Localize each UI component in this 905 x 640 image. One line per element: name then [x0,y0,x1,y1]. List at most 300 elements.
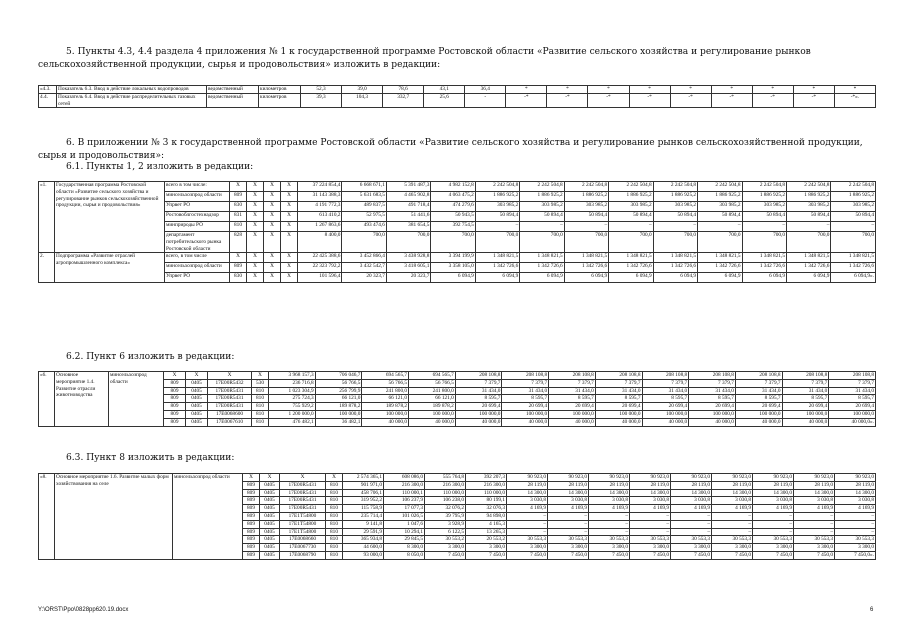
value-cell: 20 699,4 [642,403,689,411]
table-row [39,182,876,192]
code-cell: 810 [326,489,343,497]
table-row [39,474,876,482]
value-cell: 8 400,0 [298,232,342,253]
value-cell: 476 482,1 [269,418,316,426]
value-cell: 8 595,7 [829,395,876,403]
value-cell: 90 923,0 [794,474,835,482]
value-cell: – [475,222,519,232]
code-cell: 0405 [260,528,280,536]
code-cell: 810 [326,481,343,489]
value-cell: 6 094,9 [653,273,697,283]
code-cell: 0405 [186,403,208,411]
value-cell: 31 434,0 [782,387,829,395]
value-cell: 31 434,0 [502,387,549,395]
value-cell: 8 595,7 [689,395,736,403]
table-row [39,202,876,212]
value-cell: – [786,222,830,232]
value-cell: 40 000,0 [735,418,782,426]
value-cell: 40 000,0 [409,418,456,426]
code-cell: 0405 [186,395,208,403]
value-cell: 20 699,4 [782,403,829,411]
value-cell: 40 000,0 [455,418,502,426]
value-cell: 66 121,0 [409,395,456,403]
value-cell: 104,3 [342,93,383,108]
value-cell: 3 300,0 [794,544,835,552]
code-cell: 17Е1Т54800 [280,512,326,520]
value-cell: 3 432 542,7 [342,263,386,273]
value-cell: 100 000,0 [362,410,409,418]
value-cell: 100 000,0 [829,410,876,418]
value-cell: 1 342 726,6 [653,263,697,273]
value-cell: 2 242 504,8 [698,182,742,192]
value-cell: – [589,528,630,536]
value-cell: – [630,512,671,520]
value-cell: 14 300,0 [835,489,876,497]
value-cell: 9 141,8 [343,520,384,528]
value-cell: – [698,222,742,232]
value-cell: 1 342 726,6 [786,263,830,273]
value-cell: 94 898,0 [466,512,507,520]
value-cell: 208 108,8 [735,372,782,380]
value-cell: 80 199,1 [466,497,507,505]
code-cell: 830 [230,273,247,283]
value-cell: 30 553,3 [794,536,835,544]
value-cell: 4 982 152,8 [431,182,475,192]
value-cell: 1 886 925,2 [609,192,653,202]
value-cell: 1 886 925,2 [742,192,786,202]
value-cell: 90 923,0 [507,474,548,482]
code-cell: 810 [252,410,269,418]
value-cell: -* [793,93,834,108]
value-cell: * [506,86,547,94]
value-cell: 3 300,0 [835,544,876,552]
value-cell: 3 030,8 [548,497,589,505]
value-cell: 208 108,8 [782,372,829,380]
value-cell: 56 766,5 [362,379,409,387]
value-cell: * [834,86,875,94]
value-cell: 3 300,0 [548,544,589,552]
value-cell: 20 699,4 [829,403,876,411]
value-cell: 4 169,9 [548,505,589,513]
code-cell: X [281,222,298,232]
value-cell: - [465,93,506,108]
value-cell: 6 094,9 [431,273,475,283]
value-cell: 303 985,2 [475,202,519,212]
row-number: 4.4. [39,93,57,108]
value-cell: – [548,520,589,528]
value-cell: 6 094,9 [742,273,786,283]
code-cell: 828 [230,232,247,253]
value-cell: * [670,86,711,94]
table-row [39,253,876,263]
value-cell: 30 553,3 [671,536,712,544]
row-number: «1. [39,182,55,253]
code-cell: 17Е0068660 [280,536,326,544]
value-cell: 4 169,9 [835,505,876,513]
code-cell: 0405 [260,520,280,528]
value-cell: 1 886 925,2 [564,192,608,202]
executor-cell: всего, в том числе [165,253,230,263]
value-cell: 14 300,0 [671,489,712,497]
executor-cell: Упрвет РО [165,273,230,283]
value-cell: 100 000,0 [735,410,782,418]
value-cell: 1 267 863,6 [298,222,342,232]
code-cell: 0405 [260,512,280,520]
value-cell: 1 348 821,5 [475,253,519,263]
value-cell: 1 886 925,2 [475,192,519,202]
value-cell: 40 000,0 [595,418,642,426]
table-row [39,222,876,232]
code-cell: 810 [252,395,269,403]
value-cell: – [630,520,671,528]
value-cell: 4 169,9 [589,505,630,513]
measure-name: Основное мероприятие 1.6. Развитие малых форм хозяйствования на селе [55,474,173,560]
value-cell: 1 348 821,5 [520,253,564,263]
value-cell: 6 094,9». [831,273,876,283]
value-cell: 303 985,2 [520,202,564,212]
value-cell: 303 985,2 [742,202,786,212]
code-cell: 830 [230,202,247,212]
executor-cell: Упрвет РО [165,202,230,212]
value-cell: 28 119,0 [671,481,712,489]
code-cell: X [264,182,281,192]
value-cell: 7 450,0 [671,551,712,559]
executor-cell: минсельхозпрод области [165,263,230,273]
value-cell: 14 300,0 [753,489,794,497]
value-cell: 100 000,0 [409,410,456,418]
value-cell: 14 300,0 [507,489,548,497]
value-cell: 37 224 854,4 [298,182,342,192]
value-cell: 458 706,1 [343,489,384,497]
value-cell: 30 553,3 [712,536,753,544]
value-cell: 6 094,9 [698,273,742,283]
value-cell: 7 379,7 [595,379,642,387]
code-cell: 17Е00R5431 [280,481,326,489]
value-cell: -* [670,93,711,108]
value-cell: 8 595,7 [455,395,502,403]
code-cell: X [247,212,264,222]
value-cell: 6 668 671,1 [342,182,386,192]
value-cell: 90 923,0 [589,474,630,482]
value-cell: 4 165,3 [466,520,507,528]
value-cell: 106 237,9 [384,497,425,505]
value-cell: 39 795,9 [425,512,466,520]
executor-cell: всего в том числе: [165,182,230,192]
value-cell: 381 654,5 [386,222,430,232]
value-cell: – [794,520,835,528]
table-row [39,192,876,202]
code-cell: 809 [243,551,260,559]
value-cell: 110 000,0 [425,489,466,497]
value-cell: 100 000,0 [315,410,362,418]
value-cell: 3 300,0 [466,544,507,552]
table-row [39,232,876,253]
value-cell: 29 591,9 [343,528,384,536]
code-cell: X [247,182,264,192]
value-cell: 2 242 504,8 [564,182,608,192]
code-cell: 530 [252,379,269,387]
value-cell: 3 030,8 [671,497,712,505]
value-cell: 303 985,2 [653,202,697,212]
value-cell: 7 450,0 [794,551,835,559]
code-cell: 0405 [260,481,280,489]
value-cell: -* [752,93,793,108]
value-cell: – [835,528,876,536]
value-cell: 208 108,8 [642,372,689,380]
value-cell: 3 030,8 [712,497,753,505]
value-cell: 7 450,0 [712,551,753,559]
code-cell: X [281,232,298,253]
paragraph-5: 5. Пункты 4.3, 4.4 раздела 4 приложения № 1 к государственной программе Ростовской области «Развитие сельского хозяйства и регулирование рынков сельскохозяйственной продукции, сырья и продовольствия» изложить в редакции: [38,47,811,70]
code-cell: 810 [326,512,343,520]
value-cell: 100 000,0 [502,410,549,418]
code-cell: X [326,474,343,482]
value-cell: 31 434,0 [689,387,736,395]
executor-cell: департамент потребительского рынка Ростовской области [165,232,230,253]
footer-page-number: 6 [870,607,874,613]
value-cell: 14 300,0 [630,489,671,497]
value-cell: 7 379,7 [549,379,596,387]
value-cell: 2 242 504,8 [653,182,697,192]
value-cell: 189 878,2 [409,403,456,411]
table-row [39,263,876,273]
value-cell: 106 238,0 [425,497,466,505]
value-cell: 700,0 [742,232,786,253]
value-cell: 489 837,5 [342,202,386,212]
value-cell: – [753,512,794,520]
value-cell: 1 047,6 [384,520,425,528]
value-cell: 3 300,0 [589,544,630,552]
value-cell: 8 595,7 [595,395,642,403]
value-cell: 52 975,5 [342,212,386,222]
code-cell: 17Е00R5431 [280,505,326,513]
code-cell: X [264,192,281,202]
subheading-6-3: 6.3. Пункт 8 изложить в редакции: [66,453,235,463]
value-cell: 40 000,0 [362,418,409,426]
value-cell: 4 169,9 [753,505,794,513]
value-cell: 31 434,0 [455,387,502,395]
code-cell: 809 [164,379,186,387]
value-cell: – [671,512,712,520]
code-cell: 17Е00R5431 [208,387,252,395]
value-cell: 1 342 726,6 [475,263,519,273]
value-cell: 39,3 [301,93,342,108]
table-row [39,372,876,380]
value-cell: – [835,512,876,520]
value-cell: 30 553,2 [425,536,466,544]
value-cell: 7 379,7 [689,379,736,387]
value-cell: 6 094,9 [520,273,564,283]
value-cell: 1 342 726,6 [564,263,608,273]
value-cell: 56 766,5 [409,379,456,387]
code-cell: X [260,474,280,482]
value-cell: 52,3 [301,86,342,94]
value-cell: * [711,86,752,94]
value-cell: 7 450,0 [425,551,466,559]
code-cell: 809 [164,387,186,395]
value-cell: 303 985,2 [564,202,608,212]
table-row [39,418,876,426]
value-cell: 241 800,0 [362,387,409,395]
value-cell: – [712,512,753,520]
value-cell: 303 985,2 [698,202,742,212]
value-cell: 56 766,5 [315,379,362,387]
code-cell: 809 [164,410,186,418]
code-cell: 809 [230,192,247,202]
code-cell: X [230,182,247,192]
code-cell: 17Е00R5431 [280,489,326,497]
value-cell: 29 845,5 [384,536,425,544]
code-cell: X [243,474,260,482]
code-cell: 810 [252,418,269,426]
value-cell: 3 438 928,8 [386,253,430,263]
row-number: «8. [39,474,55,560]
value-cell: -* [506,93,547,108]
value-cell: 3 030,8 [507,497,548,505]
value-cell: 20 699,4 [595,403,642,411]
value-cell: 3 300,0 [630,544,671,552]
value-cell: 90 923,0 [753,474,794,482]
value-cell: 31 434,0 [549,387,596,395]
value-cell: 8 595,7 [642,395,689,403]
value-cell: 694 565,7 [362,372,409,380]
value-cell: 7 379,7 [642,379,689,387]
table-row [39,379,876,387]
code-cell: 17Е00R5431 [208,403,252,411]
code-cell: 810 [326,497,343,505]
code-cell: 0405 [260,505,280,513]
value-cell: 28 119,0 [712,481,753,489]
value-cell: -* [588,93,629,108]
value-cell: 7 379,7 [502,379,549,387]
executor-cell: Ростовоблгостехнадзор [165,212,230,222]
value-cell: 1 342 726,6 [742,263,786,273]
program-name: Подпрограмма «Развитие отраслей агропромышленного комплекса» [55,253,165,283]
value-cell: 7 450,0 [507,551,548,559]
value-cell: 25,6 [424,93,465,108]
value-cell: 7 379,7 [829,379,876,387]
value-cell: 3 394 199,9 [431,253,475,263]
value-cell: * [629,86,670,94]
value-cell: 8 595,7 [735,395,782,403]
value-cell: 241 800,0 [409,387,456,395]
code-cell: X [264,253,281,263]
value-cell: 90 923,0 [630,474,671,482]
value-cell: 1 348 821,5 [653,253,697,263]
value-cell: 332,7 [383,93,424,108]
value-cell: 1 342 726,6 [520,263,564,273]
value-cell: 43,1 [424,86,465,94]
table-program-funding [38,181,876,283]
code-cell: X [247,273,264,283]
value-cell: 700,0 [475,232,519,253]
value-cell: 32 076,3 [466,505,507,513]
value-cell: 50 894,4 [520,212,564,222]
code-cell: 17Е1Т54800 [280,528,326,536]
row-number: 2. [39,253,55,283]
value-cell: 31 434,0 [829,387,876,395]
value-cell: 3 030,8 [589,497,630,505]
value-cell: 50 894,4 [742,212,786,222]
value-cell: 700,0 [520,232,564,253]
code-cell: X [247,202,264,212]
table-row [39,212,876,222]
code-cell: 17Е1Т54800 [280,520,326,528]
code-cell: 0405 [260,489,280,497]
value-cell: 40 000,0». [829,418,876,426]
value-cell: 20 699,4 [455,403,502,411]
value-cell: – [653,222,697,232]
value-cell: 1 342 726,6 [698,263,742,273]
value-cell: 901 971,0 [343,481,384,489]
value-cell: 3 300,0 [671,544,712,552]
value-cell: 236 716,8 [269,379,316,387]
value-cell: 8 595,7 [549,395,596,403]
unit-cell: километров [259,86,301,94]
code-cell: 0405 [186,410,208,418]
value-cell: 30 553,3 [507,536,548,544]
code-cell: 810 [326,536,343,544]
value-cell: 2 242 504,8 [520,182,564,192]
value-cell: 608 086,0 [384,474,425,482]
value-cell: 700,0 [609,232,653,253]
table-row [39,387,876,395]
value-cell: 20 699,4 [549,403,596,411]
value-cell: – [548,528,589,536]
value-cell: 28 119,0 [794,481,835,489]
value-cell: 4 169,9 [712,505,753,513]
value-cell: 2 574 365,1 [343,474,384,482]
code-cell: 0405 [186,387,208,395]
code-cell: 17Е00R5432 [208,379,252,387]
value-cell: 13 265,3 [466,528,507,536]
value-cell: 2 242 504,8 [475,182,519,192]
code-cell: 0405 [260,551,280,559]
value-cell: 7 450,0». [835,551,876,559]
value-cell: 100 000,0 [455,410,502,418]
subheading-6-2: 6.2. Пункт 6 изложить в редакции: [66,352,235,362]
code-cell: 810 [326,505,343,513]
value-cell: 303 985,2 [609,202,653,212]
code-cell: X [281,202,298,212]
code-cell: X [264,263,281,273]
code-cell: X [264,222,281,232]
table-row [39,273,876,283]
footer-file-path: Y:\ORST\Ppo\0828pp620.19.docx [38,607,129,613]
value-cell: 3 030,8 [794,497,835,505]
value-cell: 392 754,5 [431,222,475,232]
table-row [39,410,876,418]
code-cell: X [164,372,186,380]
value-cell: 90 923,0 [548,474,589,482]
code-cell: 17Е00R5431 [280,497,326,505]
code-cell: 810 [252,403,269,411]
value-cell: 365 934,8 [343,536,384,544]
table-livestock-funding [38,371,876,427]
value-cell: 694 565,7 [409,372,456,380]
value-cell: 40 000,0 [549,418,596,426]
value-cell: – [507,528,548,536]
value-cell: 50 894,4 [564,212,608,222]
value-cell: 208 108,8 [689,372,736,380]
value-cell: 3 968 157,3 [269,372,316,380]
code-cell: X [281,273,298,283]
executor-cell: минприроды РО [165,222,230,232]
value-cell: 3 418 605,1 [386,263,430,273]
value-cell: 700,0 [786,232,830,253]
code-cell: 0405 [260,497,280,505]
value-cell: 115 758,9 [343,505,384,513]
